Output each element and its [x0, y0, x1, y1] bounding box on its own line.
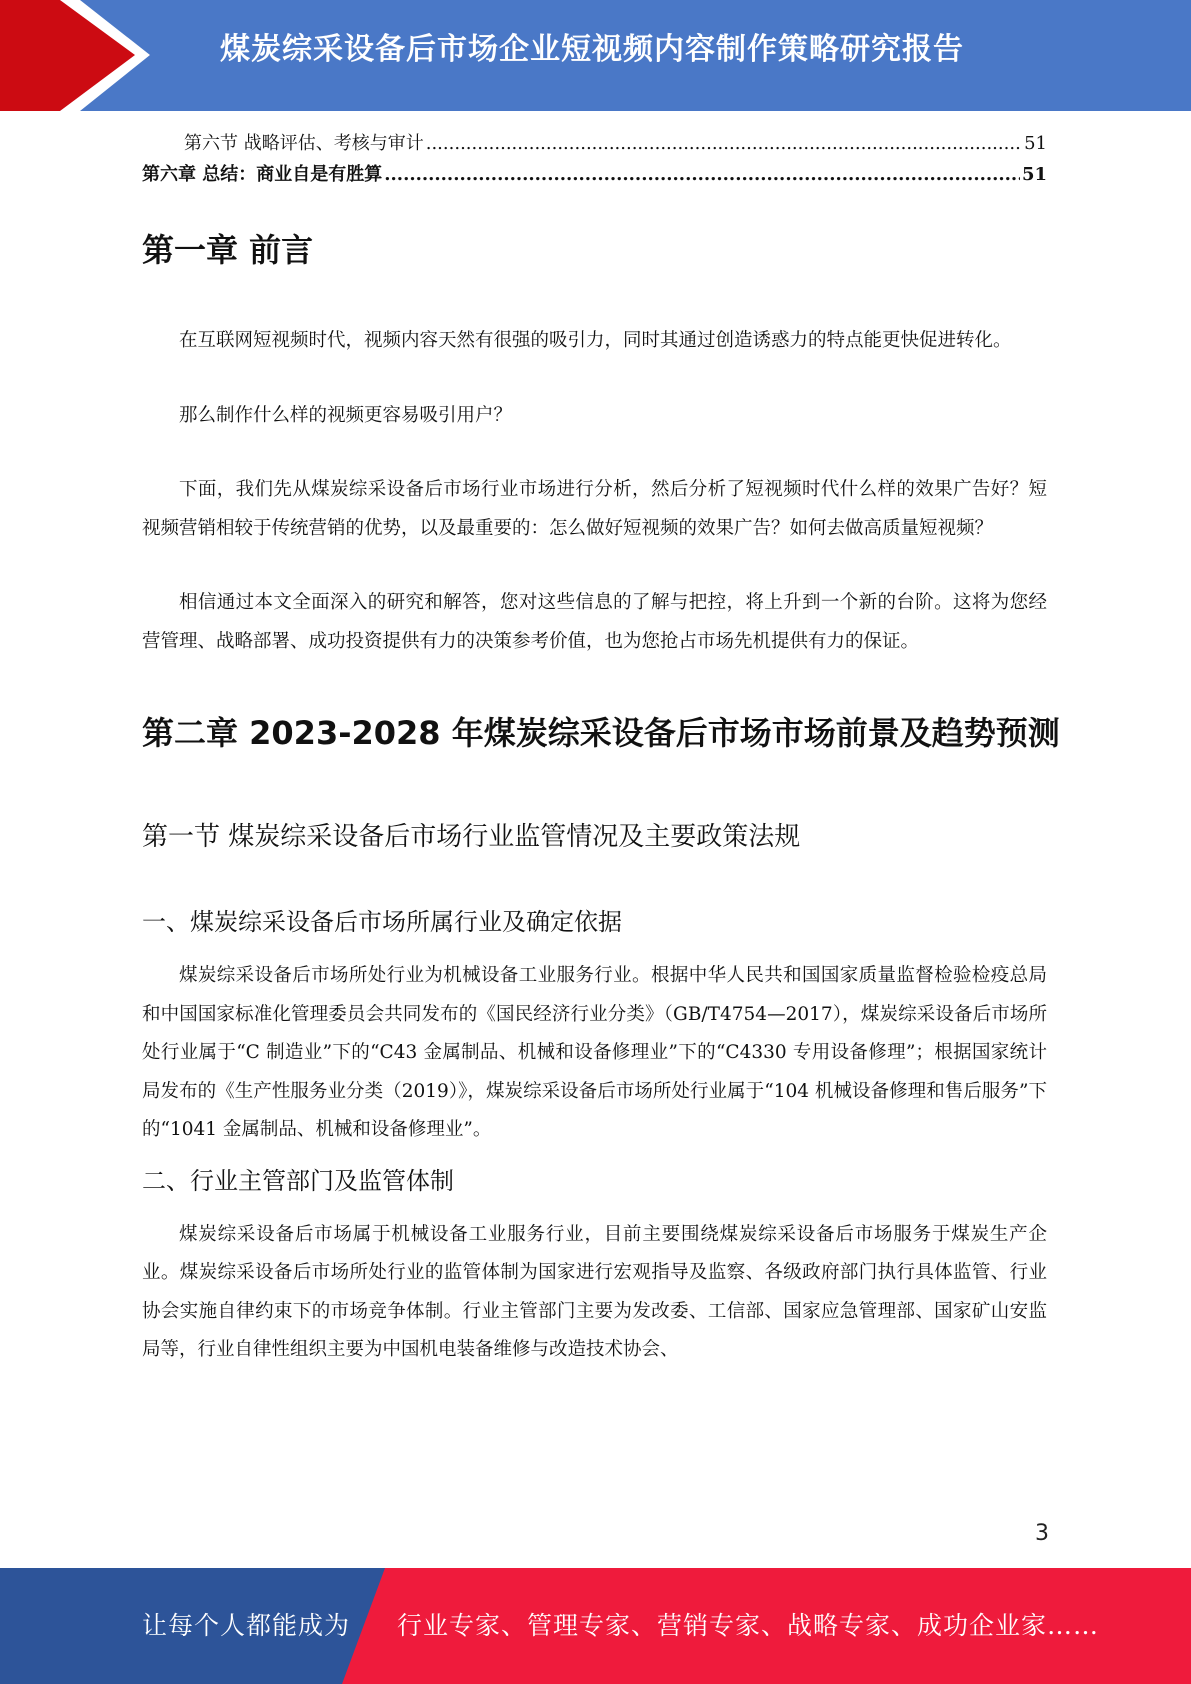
toc-entry[interactable] [142, 159, 1047, 190]
table-of-contents [142, 128, 1047, 190]
paragraph: 在互联网短视频时代，视频内容天然有很强的吸引力，同时其通过创造诱惑力的特点能更快促进转化。 [179, 330, 1012, 351]
page-number: 3 [1035, 1521, 1049, 1546]
subsection-heading: 二、行业主管部门及监管体制 [142, 1166, 454, 1195]
toc-entry-page: 51 [1021, 164, 1047, 185]
toc-leader-dots [426, 128, 1022, 159]
paragraph: 煤炭综采设备后市场所处行业为机械设备工业服务行业。根据中华人民共和国国家质量监督检验检疫总局和中国国家标准化管理委员会共同发布的《国民经济行业分类》（GB/T4754—2017），煤炭综采设备后市场所处行业属于“C 制造业”下的“C43 金属制品、机械和设备修理业”下的“C4330 专用设备修理”；根据国家统计局发布的《生产性服务业分类（2019）》，煤炭综采设备后市场所处行业属于“104 机械设备修理和售后服务”下的“1041 金属制品、机械和设备修理业”。 [142, 965, 1047, 1140]
footer-banner [0, 1568, 1191, 1684]
paragraph: 下面，我们先从煤炭综采设备后市场行业市场进行分析，然后分析了短视频时代什么样的效果广告好？短视频营销相较于传统营销的优势，以及最重要的：怎么做好短视频的效果广告？如何去做高质量短视频？ [142, 479, 1047, 539]
paragraph: 相信通过本文全面深入的研究和解答，您对这些信息的了解与把控，将上升到一个新的台阶。这将为您经营管理、战略部署、成功投资提供有力的决策参考价值，也为您抢占市场先机提供有力的保证。 [142, 592, 1047, 652]
subsection-heading: 一、煤炭综采设备后市场所属行业及确定依据 [142, 908, 622, 936]
chapter-heading: 第二章 2023-2028 年煤炭综采设备后市场市场前景及趋势预测 [142, 714, 1060, 752]
report-title: 煤炭综采设备后市场企业短视频内容制作策略研究报告 [220, 32, 964, 67]
paragraph: 那么制作什么样的视频更容易吸引用户？ [179, 404, 513, 426]
toc-leader-dots [384, 159, 1020, 190]
footer-slogan-left: 让每个人都能成为 [142, 1611, 351, 1640]
footer-slogan-right: 行业专家、管理专家、营销专家、战略专家、成功企业家…… [397, 1611, 1100, 1640]
toc-entry-page: 51 [1024, 133, 1047, 154]
chapter-heading: 第一章 前言 [142, 231, 314, 269]
page-content [142, 128, 1060, 1370]
paragraph: 煤炭综采设备后市场属于机械设备工业服务行业，目前主要围绕煤炭综采设备后市场服务于煤炭生产企业。煤炭综采设备后市场所处行业的监管体制为国家进行宏观指导及监察、各级政府部门执行具体监管、行业协会实施自律约束下的市场竞争体制。行业主管部门主要为发改委、工信部、国家应急管理部、国家矿山安监局等，行业自律性组织主要为中国机电装备维修与改造技术协会、 [142, 1223, 1047, 1360]
toc-entry-label: 第六章 总结：商业自是有胜算 [142, 164, 383, 185]
header-banner [0, 0, 1191, 111]
section-heading: 第一节 煤炭综采设备后市场行业监管情况及主要政策法规 [142, 822, 801, 852]
toc-entry[interactable] [142, 128, 1047, 159]
toc-entry-label: 第六节 战略评估、考核与审计 [184, 133, 424, 154]
